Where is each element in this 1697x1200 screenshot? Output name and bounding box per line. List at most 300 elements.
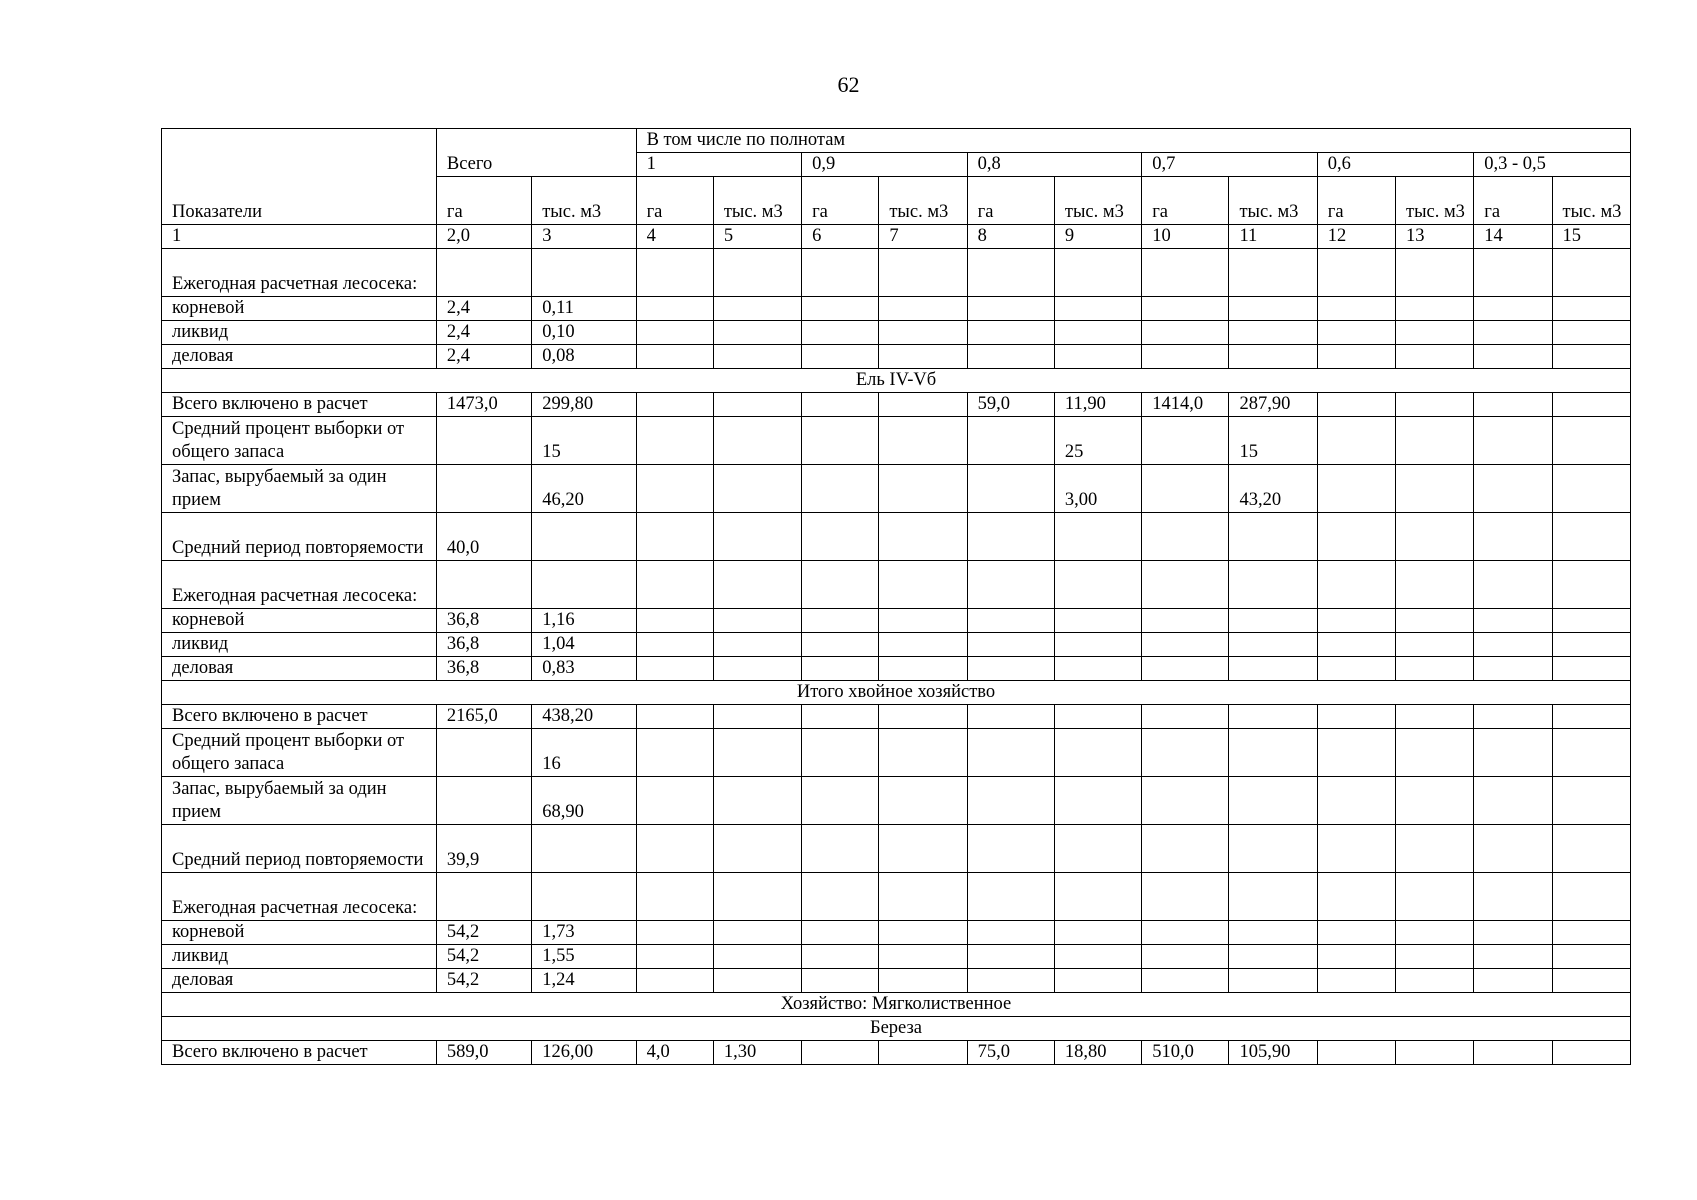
table-cell: [967, 777, 1054, 825]
header-density: 0,7: [1142, 153, 1318, 177]
table-cell: [1552, 465, 1631, 513]
table-cell: [1474, 609, 1552, 633]
table-cell: [636, 825, 713, 873]
table-cell: 1473,0: [436, 393, 531, 417]
table-cell: [1396, 705, 1474, 729]
table-row: [162, 729, 1631, 777]
table-cell: [1474, 345, 1552, 369]
table-cell: [1317, 1041, 1395, 1065]
table-cell: [1142, 513, 1229, 561]
table-cell: [1317, 729, 1395, 777]
table-cell: [1474, 297, 1552, 321]
table-cell: [802, 705, 879, 729]
unit-header: га: [802, 177, 879, 225]
table-cell: [1317, 633, 1395, 657]
table-cell: 25: [1054, 417, 1141, 465]
table-cell: [1317, 825, 1395, 873]
unit-header: га: [636, 177, 713, 225]
table-cell: [802, 873, 879, 921]
table-cell: [1474, 921, 1552, 945]
unit-header: тыс. м3: [1229, 177, 1317, 225]
table-row: [162, 417, 1631, 465]
table-cell: 59,0: [967, 393, 1054, 417]
header-density: 0,3 - 0,5: [1474, 153, 1631, 177]
table-cell: [1142, 945, 1229, 969]
table-cell: [1317, 249, 1395, 297]
table-cell: [1317, 777, 1395, 825]
column-number: 7: [879, 225, 967, 249]
section-title: Береза: [162, 1017, 1631, 1041]
table-cell: 287,90: [1229, 393, 1317, 417]
table-cell: [713, 417, 801, 465]
table-cell: [1552, 825, 1631, 873]
table-row: [162, 1041, 1631, 1065]
table-cell: [879, 969, 967, 993]
unit-header: га: [1142, 177, 1229, 225]
row-label: Ежегодная расчетная лесосека:: [162, 873, 437, 921]
table-row: [162, 345, 1631, 369]
header-density: 0,9: [802, 153, 968, 177]
table-cell: [879, 297, 967, 321]
table-cell: [636, 945, 713, 969]
table-cell: [1229, 825, 1317, 873]
table-cell: [1229, 777, 1317, 825]
table-cell: [436, 561, 531, 609]
table-cell: [1229, 321, 1317, 345]
row-label: ликвид: [162, 633, 437, 657]
table-cell: [636, 657, 713, 681]
table-cell: [636, 873, 713, 921]
column-number: 10: [1142, 225, 1229, 249]
table-cell: [1054, 249, 1141, 297]
table-cell: [1229, 729, 1317, 777]
unit-header: га: [1317, 177, 1395, 225]
section-title: Ель IV-Vб: [162, 369, 1631, 393]
forest-table: [161, 128, 1631, 1065]
table-cell: [802, 729, 879, 777]
table-cell: [1474, 1041, 1552, 1065]
table-cell: [636, 321, 713, 345]
table-cell: [802, 297, 879, 321]
column-number: 6: [802, 225, 879, 249]
table-cell: [967, 561, 1054, 609]
table-cell: [967, 345, 1054, 369]
table-cell: [1054, 777, 1141, 825]
table-cell: [1054, 345, 1141, 369]
header-total: Всего: [436, 153, 636, 177]
table-row: [162, 249, 1631, 297]
table-cell: 39,9: [436, 825, 531, 873]
table-cell: [1552, 633, 1631, 657]
column-number: 14: [1474, 225, 1552, 249]
table-cell: [1229, 873, 1317, 921]
table-cell: [1396, 321, 1474, 345]
table-cell: [1054, 297, 1141, 321]
row-label: деловая: [162, 345, 437, 369]
table-cell: [802, 633, 879, 657]
column-number: 8: [967, 225, 1054, 249]
table-cell: [713, 945, 801, 969]
table-cell: 4,0: [636, 1041, 713, 1065]
table-cell: [1317, 465, 1395, 513]
table-cell: [713, 513, 801, 561]
table-cell: 1,16: [532, 609, 636, 633]
table-cell: [1474, 249, 1552, 297]
table-cell: [1552, 249, 1631, 297]
table-cell: 18,80: [1054, 1041, 1141, 1065]
table-cell: [1317, 873, 1395, 921]
row-label: деловая: [162, 657, 437, 681]
table-cell: [1142, 297, 1229, 321]
table-cell: [1396, 921, 1474, 945]
table-cell: [802, 513, 879, 561]
table-cell: [532, 249, 636, 297]
table-cell: [532, 825, 636, 873]
table-cell: [1396, 969, 1474, 993]
table-cell: 0,83: [532, 657, 636, 681]
table-row: [162, 969, 1631, 993]
table-cell: [436, 417, 531, 465]
row-label: Средний период повторяемости: [162, 825, 437, 873]
table-cell: [1054, 945, 1141, 969]
unit-header: тыс. м3: [1552, 177, 1631, 225]
table-cell: [636, 513, 713, 561]
table-cell: [1054, 873, 1141, 921]
table-cell: [1474, 873, 1552, 921]
table-cell: [1229, 969, 1317, 993]
table-cell: [1396, 297, 1474, 321]
table-cell: [1552, 777, 1631, 825]
table-cell: 438,20: [532, 705, 636, 729]
table-cell: [967, 417, 1054, 465]
table-cell: [532, 561, 636, 609]
unit-header: тыс. м3: [713, 177, 801, 225]
table-cell: [1229, 657, 1317, 681]
table-cell: [713, 705, 801, 729]
table-cell: [713, 633, 801, 657]
table-cell: [1552, 1041, 1631, 1065]
table-row: [162, 297, 1631, 321]
section-row: [162, 1017, 1631, 1041]
unit-header: га: [1474, 177, 1552, 225]
table-cell: 2,4: [436, 321, 531, 345]
table-cell: [879, 1041, 967, 1065]
table-cell: [713, 609, 801, 633]
row-label: Всего включено в расчет: [162, 1041, 437, 1065]
row-label: Средний период повторяемости: [162, 513, 437, 561]
column-number: 4: [636, 225, 713, 249]
table-cell: [636, 417, 713, 465]
table-cell: [1142, 609, 1229, 633]
table-cell: [1317, 297, 1395, 321]
table-row: [162, 825, 1631, 873]
table-cell: 46,20: [532, 465, 636, 513]
unit-header: тыс. м3: [1396, 177, 1474, 225]
table-cell: 0,10: [532, 321, 636, 345]
table-row: [162, 777, 1631, 825]
table-cell: [636, 921, 713, 945]
table-cell: [1229, 249, 1317, 297]
table-cell: [1474, 513, 1552, 561]
table-cell: 1,04: [532, 633, 636, 657]
table-cell: [1229, 297, 1317, 321]
table-cell: [1317, 345, 1395, 369]
row-label: Ежегодная расчетная лесосека:: [162, 249, 437, 297]
table-cell: 54,2: [436, 921, 531, 945]
row-label: корневой: [162, 609, 437, 633]
row-label: Запас, вырубаемый за один прием: [162, 777, 437, 825]
table-cell: 3,00: [1054, 465, 1141, 513]
table-cell: [879, 729, 967, 777]
table-cell: [636, 609, 713, 633]
table-cell: [1552, 969, 1631, 993]
table-cell: [713, 249, 801, 297]
table-cell: [1229, 609, 1317, 633]
table-cell: [879, 633, 967, 657]
row-label: Средний процент выборки от общего запаса: [162, 417, 437, 465]
table-cell: [802, 393, 879, 417]
table-cell: [1229, 561, 1317, 609]
table-cell: [1229, 705, 1317, 729]
table-cell: [879, 249, 967, 297]
table-cell: [967, 633, 1054, 657]
table-cell: [879, 825, 967, 873]
table-cell: [1229, 513, 1317, 561]
table-cell: [1142, 321, 1229, 345]
table-cell: [802, 321, 879, 345]
table-cell: [967, 465, 1054, 513]
unit-header: тыс. м3: [532, 177, 636, 225]
table-cell: [1317, 417, 1395, 465]
table-cell: [802, 345, 879, 369]
table-cell: [1552, 513, 1631, 561]
table-cell: [636, 705, 713, 729]
header-density: 1: [636, 153, 802, 177]
row-label: Средний процент выборки от общего запаса: [162, 729, 437, 777]
table-cell: 0,08: [532, 345, 636, 369]
table-cell: [1396, 657, 1474, 681]
table-cell: [636, 729, 713, 777]
table-cell: [1142, 249, 1229, 297]
table-cell: [1474, 705, 1552, 729]
unit-header: га: [436, 177, 531, 225]
table-cell: [1474, 417, 1552, 465]
table-cell: [532, 873, 636, 921]
table-cell: [1054, 825, 1141, 873]
table-cell: [636, 249, 713, 297]
table-cell: [1142, 345, 1229, 369]
table-cell: [1054, 609, 1141, 633]
table-cell: 0,11: [532, 297, 636, 321]
table-cell: [967, 825, 1054, 873]
unit-header: тыс. м3: [879, 177, 967, 225]
table-cell: [713, 393, 801, 417]
table-cell: [879, 345, 967, 369]
row-label: Запас, вырубаемый за один прием: [162, 465, 437, 513]
table-cell: [1396, 345, 1474, 369]
table-cell: [636, 393, 713, 417]
table-cell: [636, 561, 713, 609]
table-cell: [1552, 873, 1631, 921]
table-cell: [1142, 633, 1229, 657]
table-cell: [1054, 561, 1141, 609]
table-cell: 40,0: [436, 513, 531, 561]
table-cell: [1552, 393, 1631, 417]
table-row: [162, 321, 1631, 345]
table-cell: [713, 561, 801, 609]
table-cell: [879, 417, 967, 465]
table-cell: [1474, 777, 1552, 825]
column-number: 9: [1054, 225, 1141, 249]
table-cell: 1,24: [532, 969, 636, 993]
table-cell: 11,90: [1054, 393, 1141, 417]
table-cell: 43,20: [1229, 465, 1317, 513]
table-row: [162, 945, 1631, 969]
table-cell: 126,00: [532, 1041, 636, 1065]
table-cell: 75,0: [967, 1041, 1054, 1065]
table-cell: [967, 657, 1054, 681]
table-cell: 2,4: [436, 345, 531, 369]
table-cell: [879, 657, 967, 681]
table-cell: [1552, 609, 1631, 633]
table-cell: [1142, 969, 1229, 993]
table-cell: [1142, 921, 1229, 945]
table-row: [162, 921, 1631, 945]
table-cell: [1474, 729, 1552, 777]
table-cell: [1229, 633, 1317, 657]
table-cell: [1474, 657, 1552, 681]
table-cell: [802, 777, 879, 825]
row-label: Всего включено в расчет: [162, 705, 437, 729]
table-cell: [802, 465, 879, 513]
table-cell: 68,90: [532, 777, 636, 825]
table-cell: [967, 609, 1054, 633]
table-cell: [1317, 969, 1395, 993]
table-cell: [1396, 609, 1474, 633]
table-cell: [636, 345, 713, 369]
table-cell: [879, 321, 967, 345]
table-row: [162, 873, 1631, 921]
table-cell: 36,8: [436, 633, 531, 657]
table-cell: [879, 561, 967, 609]
table-cell: [713, 345, 801, 369]
table-cell: [967, 945, 1054, 969]
table-cell: 2,4: [436, 297, 531, 321]
table-cell: [436, 729, 531, 777]
table-cell: [1396, 249, 1474, 297]
table-cell: [1054, 513, 1141, 561]
table-cell: [1142, 561, 1229, 609]
table-cell: [1396, 393, 1474, 417]
column-numbers-row: [162, 225, 1631, 249]
section-row: [162, 369, 1631, 393]
table-cell: [1474, 969, 1552, 993]
table-cell: [802, 945, 879, 969]
table-cell: [1474, 825, 1552, 873]
table-cell: [713, 729, 801, 777]
table-cell: [1317, 609, 1395, 633]
table-cell: 1,30: [713, 1041, 801, 1065]
table-cell: [879, 945, 967, 969]
table-cell: [802, 825, 879, 873]
table-cell: [1396, 417, 1474, 465]
column-number: 5: [713, 225, 801, 249]
header-density: 0,6: [1317, 153, 1474, 177]
table-cell: [879, 609, 967, 633]
table-row: [162, 393, 1631, 417]
section-row: [162, 993, 1631, 1017]
table-cell: 54,2: [436, 969, 531, 993]
table-cell: [1142, 657, 1229, 681]
table-cell: 16: [532, 729, 636, 777]
header-total-top: [436, 129, 636, 153]
table-cell: [802, 969, 879, 993]
table-cell: [1396, 777, 1474, 825]
table-cell: [802, 417, 879, 465]
table-row: [162, 705, 1631, 729]
table-body: [162, 249, 1631, 1065]
table-cell: [967, 873, 1054, 921]
table-cell: [1396, 1041, 1474, 1065]
row-label: ликвид: [162, 945, 437, 969]
table-cell: [1396, 945, 1474, 969]
header-including: В том числе по полнотам: [636, 129, 1630, 153]
table-cell: [1474, 321, 1552, 345]
unit-header: га: [967, 177, 1054, 225]
table-cell: [713, 465, 801, 513]
table-cell: [1474, 561, 1552, 609]
table-cell: [1552, 657, 1631, 681]
column-number: 11: [1229, 225, 1317, 249]
table-row: [162, 633, 1631, 657]
table-cell: [802, 249, 879, 297]
table-cell: [1317, 657, 1395, 681]
table-cell: [1552, 297, 1631, 321]
table-cell: [1317, 561, 1395, 609]
table-cell: [1552, 345, 1631, 369]
table-cell: [713, 657, 801, 681]
table-cell: [879, 465, 967, 513]
table-cell: [1054, 705, 1141, 729]
table-cell: 15: [532, 417, 636, 465]
table-cell: [436, 873, 531, 921]
table-cell: [879, 873, 967, 921]
table-cell: 105,90: [1229, 1041, 1317, 1065]
row-label: корневой: [162, 297, 437, 321]
table-cell: [1142, 825, 1229, 873]
table-cell: [1552, 729, 1631, 777]
table-cell: 54,2: [436, 945, 531, 969]
table-cell: [1317, 921, 1395, 945]
table-cell: 15: [1229, 417, 1317, 465]
table-cell: [967, 729, 1054, 777]
table-cell: [1142, 417, 1229, 465]
table-cell: 2165,0: [436, 705, 531, 729]
table-cell: [1142, 729, 1229, 777]
row-label: корневой: [162, 921, 437, 945]
table-cell: 1,73: [532, 921, 636, 945]
table-cell: [802, 609, 879, 633]
column-number: 1: [162, 225, 437, 249]
unit-header: тыс. м3: [1054, 177, 1141, 225]
table-cell: [532, 513, 636, 561]
table-cell: [967, 969, 1054, 993]
table-cell: [967, 321, 1054, 345]
section-row: [162, 681, 1631, 705]
table-cell: [436, 777, 531, 825]
table-cell: [802, 921, 879, 945]
table-cell: [1396, 825, 1474, 873]
